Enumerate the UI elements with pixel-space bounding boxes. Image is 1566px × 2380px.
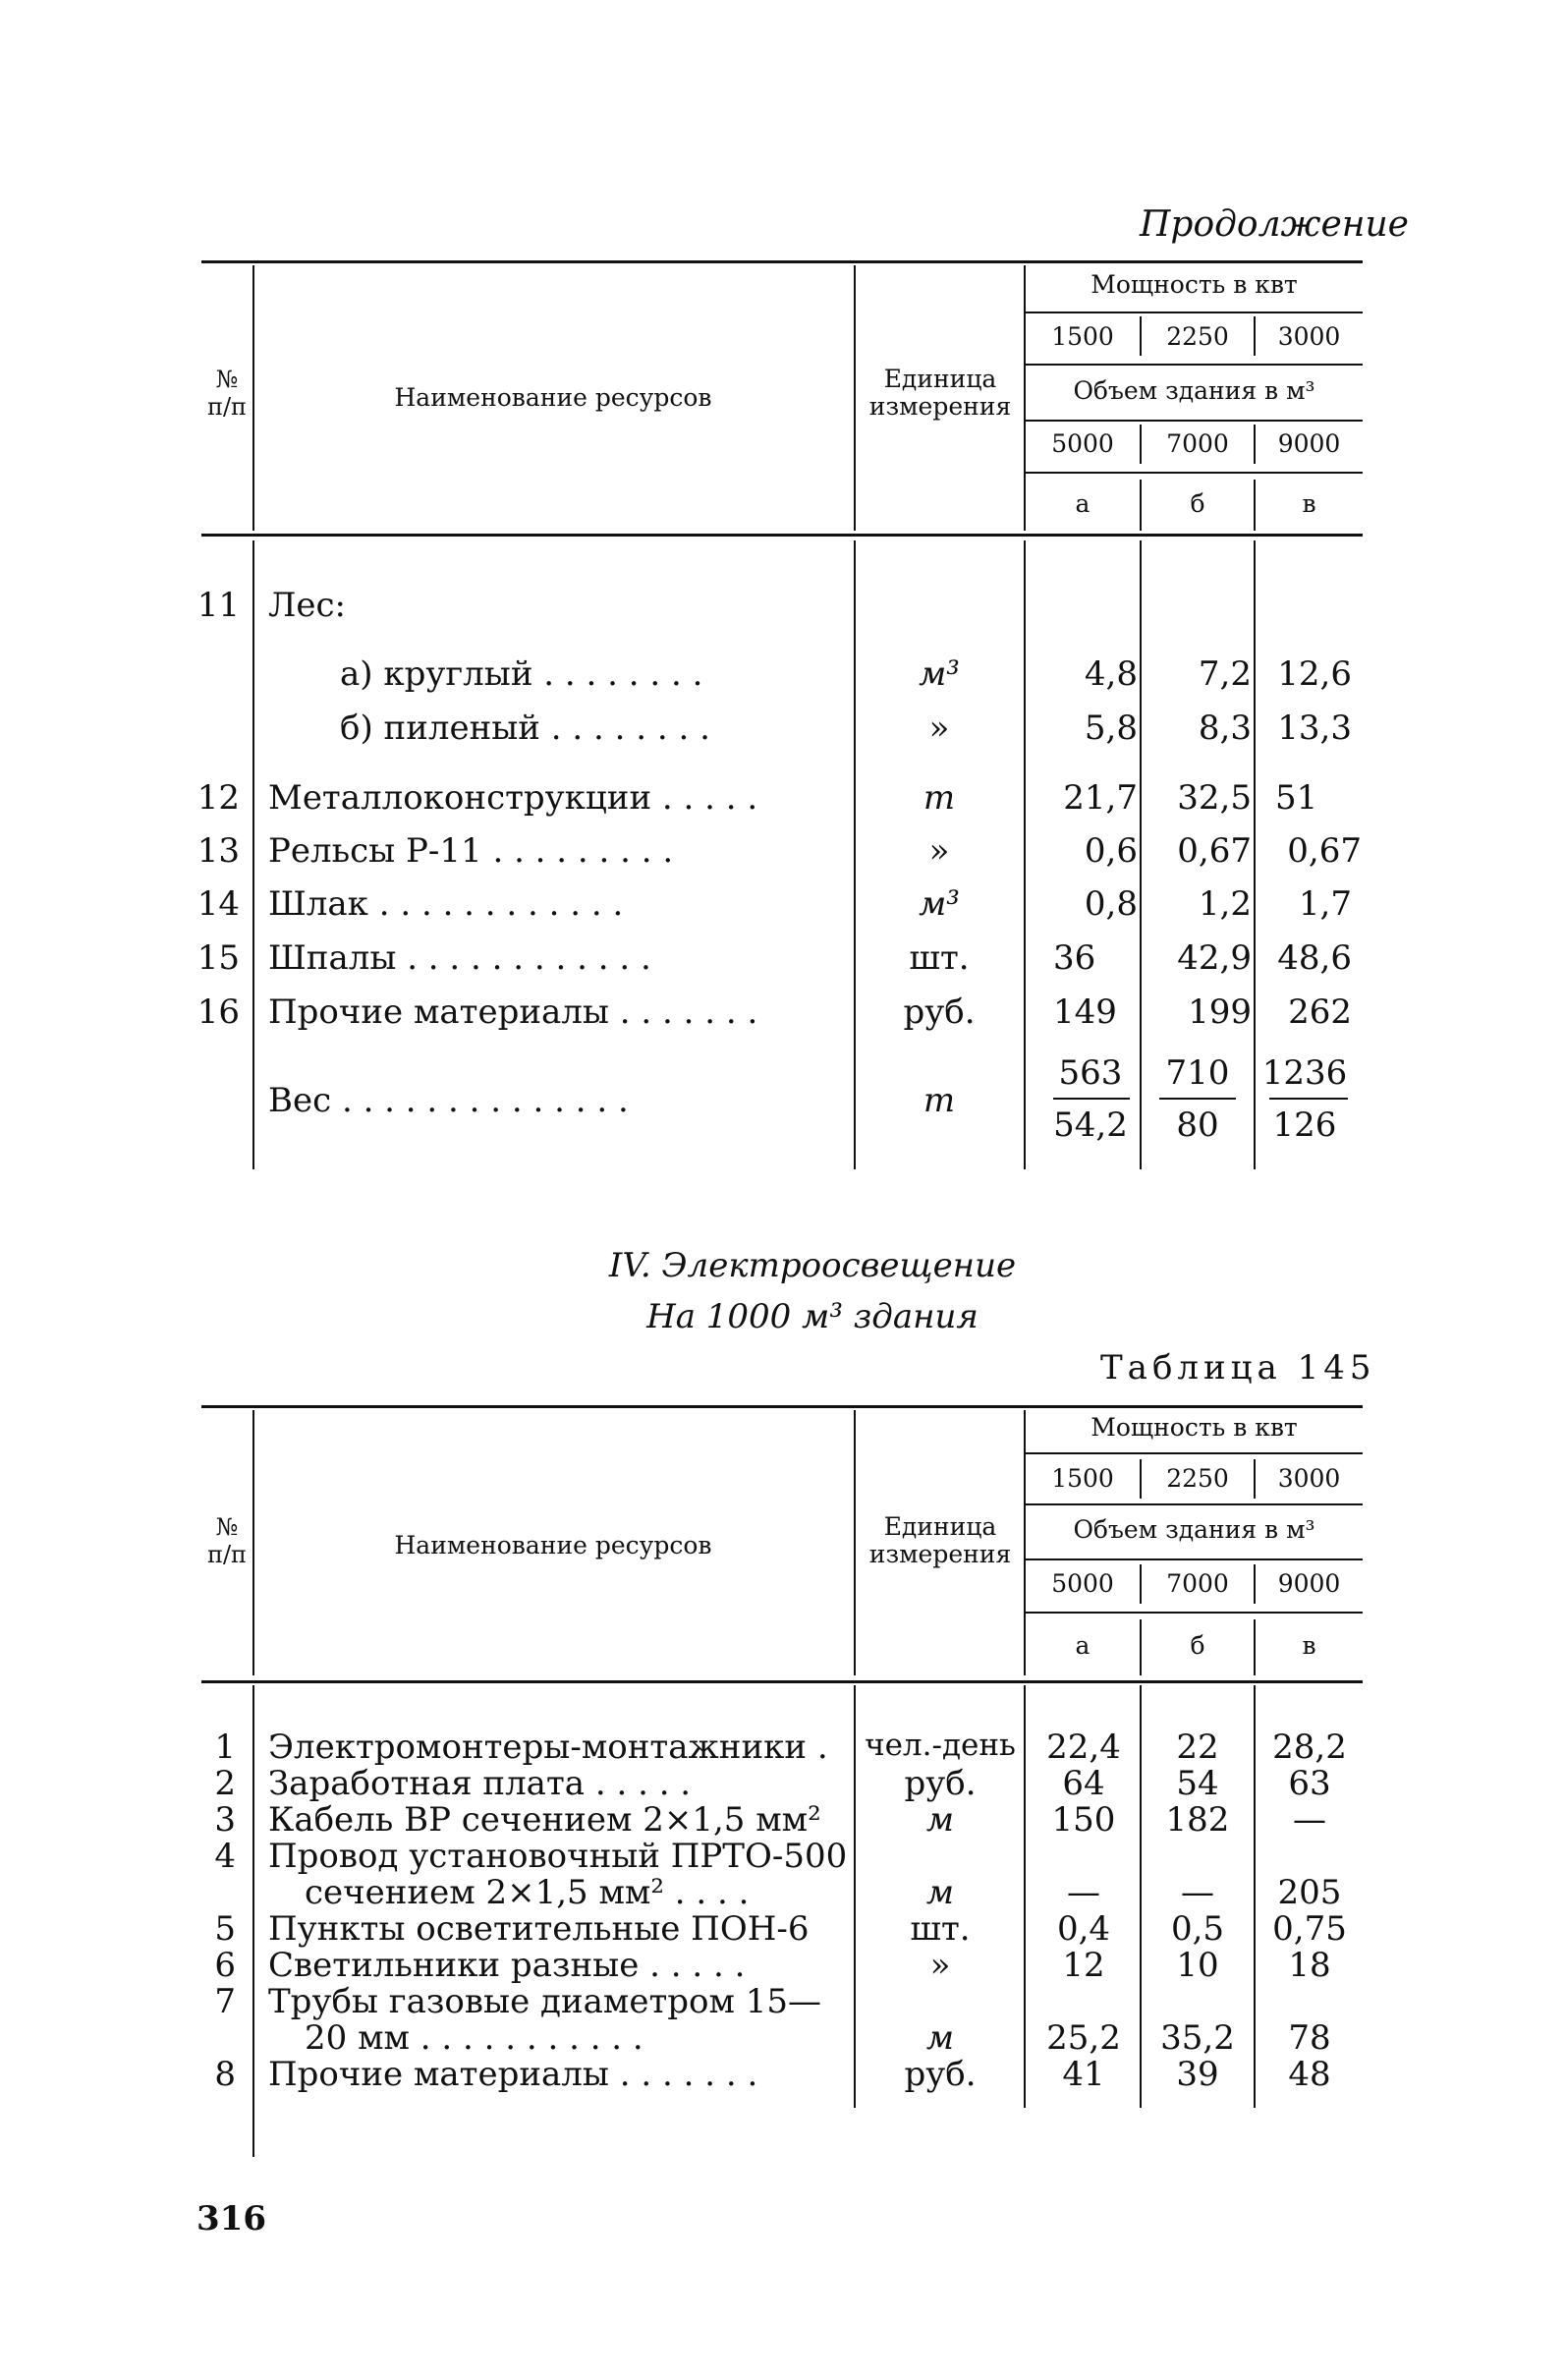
row-val-c: 48,6 [1277, 938, 1352, 978]
col-header-unit: Единица измерения [868, 365, 1012, 421]
row-val-b: 42,9 [1177, 938, 1252, 978]
col-header-v3: 9000 [1277, 1569, 1341, 1598]
table2-top-rule [201, 1405, 1363, 1408]
row-unit: руб. [903, 992, 976, 1032]
col-header-v1: 5000 [1051, 1569, 1114, 1598]
row-unit: м [925, 1873, 955, 1912]
weight-a-top: 563 [1058, 1053, 1123, 1093]
row-val-c: — [1293, 1800, 1326, 1840]
table2-body-vline [1140, 1685, 1142, 2108]
row-val-c: 51 [1275, 778, 1318, 818]
section-subtitle: На 1000 м³ здания [646, 1297, 979, 1336]
row-name: Прочие материалы . . . . . . . [268, 992, 758, 1032]
row-unit: » [928, 831, 950, 871]
row-val-b: 7,2 [1198, 654, 1252, 694]
col-header-c3: в [1302, 489, 1316, 518]
row-val-b: 35,2 [1160, 2018, 1235, 2058]
table2-header-vline [854, 1410, 856, 1675]
weight-c-top: 1236 [1261, 1053, 1348, 1093]
col-header-v3: 9000 [1277, 429, 1341, 458]
col-header-power: Мощность в квт [1091, 270, 1298, 299]
row-val-b: 182 [1165, 1800, 1230, 1840]
row-name: Трубы газовые диаметром 15— [268, 1982, 822, 2021]
row-name: Кабель ВР сечением 2×1,5 мм² [268, 1800, 821, 1840]
table2-header-bottom-rule [201, 1680, 1363, 1683]
row-val-c: 28,2 [1272, 1728, 1347, 1767]
col-header-num: № п/п [206, 366, 248, 421]
table1-body-vline [1140, 540, 1142, 1169]
table1-body-vline [854, 540, 856, 1169]
row-unit: шт. [910, 1909, 971, 1949]
row-name: Металлоконструкции . . . . . [268, 778, 758, 818]
table1-top-rule [201, 260, 1363, 263]
row-val-a: 150 [1051, 1800, 1116, 1840]
weight-label: Вес . . . . . . . . . . . . . . [268, 1081, 629, 1120]
col-header-c2: б [1190, 1631, 1205, 1660]
col-header-p1: 1500 [1051, 1464, 1114, 1493]
row-val-b: 1,2 [1198, 884, 1252, 924]
table1-header-hline [1024, 420, 1363, 422]
col-header-p2: 2250 [1166, 1464, 1229, 1493]
row-val-b: 39 [1176, 2055, 1219, 2094]
col-header-v1: 5000 [1051, 429, 1114, 458]
row-val-a: 36 [1053, 938, 1096, 978]
row-name: Прочие материалы . . . . . . . [268, 2055, 758, 2094]
table1-body-vline [252, 540, 254, 1169]
row-val-b: 199 [1188, 992, 1252, 1032]
table1-header-bottom-rule [201, 534, 1363, 537]
row-unit: чел.-день [865, 1728, 1016, 1763]
row-unit: м [925, 1800, 955, 1840]
row-val-a: 4,8 [1084, 654, 1138, 694]
row-num: 6 [214, 1946, 236, 1985]
col-header-v2: 7000 [1166, 429, 1229, 458]
row-val-b: 10 [1176, 1946, 1219, 1985]
row-name: Электромонтеры-монтажники . [268, 1728, 828, 1767]
row-val-a: 149 [1053, 992, 1117, 1032]
row-name: Пункты осветительные ПОН-6 [268, 1909, 810, 1949]
row-num: 16 [196, 992, 240, 1032]
row-unit: т [923, 778, 956, 818]
table1-header-hline [1024, 312, 1363, 313]
col-header-volume: Объем здания в м³ [1073, 1515, 1315, 1544]
row-num: 12 [196, 778, 240, 818]
fraction-bar [1053, 1098, 1130, 1100]
table2-header-vline [252, 1410, 254, 1675]
col-header-c3: в [1302, 1631, 1316, 1660]
row-val-c: 0,75 [1272, 1909, 1347, 1949]
row-unit: » [929, 1946, 951, 1985]
col-header-p3: 3000 [1277, 322, 1341, 351]
row-name: сечением 2×1,5 мм² . . . . [305, 1873, 750, 1912]
row-val-a: 21,7 [1063, 778, 1138, 818]
row-num: 2 [214, 1764, 236, 1803]
row-val-c: 63 [1288, 1764, 1331, 1803]
row-num: 1 [214, 1728, 236, 1767]
row-val-c: 262 [1288, 992, 1352, 1032]
weight-b-bot: 80 [1176, 1105, 1219, 1145]
row-val-c: 0,67 [1287, 831, 1362, 871]
row-val-b: 0,67 [1177, 831, 1252, 871]
weight-a-bot: 54,2 [1053, 1105, 1128, 1145]
row-num: 7 [214, 1982, 236, 2021]
row-val-c: 13,3 [1277, 708, 1352, 748]
col-header-name: Наименование ресурсов [394, 1531, 712, 1559]
table1-header-hline [1024, 364, 1363, 366]
row-val-c: 78 [1288, 2018, 1331, 2058]
row-name: Заработная плата . . . . . [268, 1764, 692, 1803]
continuation-label: Продолжение [1140, 204, 1409, 245]
row-name: б) пиленый . . . . . . . . [340, 708, 710, 748]
row-num: 14 [196, 884, 240, 924]
weight-b-top: 710 [1165, 1053, 1230, 1093]
row-val-a: 0,8 [1084, 884, 1138, 924]
fraction-bar [1159, 1098, 1236, 1100]
row-val-b: 32,5 [1177, 778, 1252, 818]
table2-header-hline [1024, 1503, 1363, 1505]
row-val-b: — [1181, 1873, 1214, 1912]
row-name: 20 мм . . . . . . . . . . . [305, 2018, 643, 2058]
col-header-num: № п/п [206, 1513, 248, 1568]
col-header-v2: 7000 [1166, 1569, 1229, 1598]
table2-body-vline [252, 1685, 254, 2157]
weight-unit: т [923, 1081, 956, 1120]
row-unit: м [925, 2018, 955, 2058]
row-val-c: 12,6 [1277, 654, 1352, 694]
page-number: 316 [196, 2199, 266, 2238]
table2-body-vline [1024, 1685, 1026, 2108]
table2-header-hline [1024, 1558, 1363, 1560]
row-val-b: 22 [1176, 1728, 1219, 1767]
row-unit: » [928, 708, 950, 748]
fraction-bar [1269, 1098, 1348, 1100]
row-num: 5 [214, 1909, 236, 1949]
row-val-a: 0,6 [1084, 831, 1138, 871]
row-name: Светильники разные . . . . . [268, 1946, 746, 1985]
col-header-power: Мощность в квт [1091, 1413, 1298, 1442]
table2-header-hline [1024, 1612, 1363, 1614]
row-val-c: 18 [1288, 1946, 1331, 1985]
row-val-c: 48 [1288, 2055, 1331, 2094]
row-val-b: 8,3 [1198, 708, 1252, 748]
col-header-name: Наименование ресурсов [394, 383, 712, 412]
row-val-c: 1,7 [1298, 884, 1352, 924]
row-val-b: 0,5 [1170, 1909, 1225, 1949]
row-name: Шлак . . . . . . . . . . . . [268, 884, 624, 924]
row-val-a: 12 [1062, 1946, 1105, 1985]
row-val-a: 0,4 [1056, 1909, 1111, 1949]
col-header-p3: 3000 [1277, 1464, 1341, 1493]
row-val-a: 5,8 [1084, 708, 1138, 748]
row-name: Рельсы Р-11 . . . . . . . . . [268, 831, 674, 871]
row-num: 8 [214, 2055, 236, 2094]
table1-header-hline [1024, 472, 1363, 474]
table1-header-vline [252, 265, 254, 531]
table-label: Таблица 145 [1100, 1348, 1376, 1388]
col-header-p1: 1500 [1051, 322, 1114, 351]
row-name: Провод установочный ПРТО-500 [268, 1837, 848, 1876]
table2-body-vline [854, 1685, 856, 2108]
row-val-a: — [1067, 1873, 1100, 1912]
row-num: 11 [196, 586, 240, 625]
row-num: 15 [196, 938, 240, 978]
row-val-b: 54 [1176, 1764, 1219, 1803]
col-header-c2: б [1190, 489, 1205, 518]
col-header-c1: а [1075, 1631, 1091, 1660]
row-val-a: 41 [1062, 2055, 1105, 2094]
table1-body-vline [1254, 540, 1256, 1169]
row-unit: руб. [904, 1764, 977, 1803]
section-title: IV. Электроосвещение [608, 1246, 1017, 1285]
row-name: Шпалы . . . . . . . . . . . . [268, 938, 651, 978]
row-num: 3 [214, 1800, 236, 1840]
row-num: 13 [196, 831, 240, 871]
table1-header-vline [854, 265, 856, 531]
row-name: Лес: [268, 586, 346, 625]
table2-body-vline [1254, 1685, 1256, 2108]
row-unit: м³ [919, 654, 960, 694]
col-header-volume: Объем здания в м³ [1073, 376, 1315, 405]
table1-body-vline [1024, 540, 1026, 1169]
row-val-a: 22,4 [1046, 1728, 1121, 1767]
row-val-c: 205 [1277, 1873, 1342, 1912]
col-header-p2: 2250 [1166, 322, 1229, 351]
row-unit: шт. [909, 938, 970, 978]
row-val-a: 64 [1062, 1764, 1105, 1803]
row-name: а) круглый . . . . . . . . [340, 654, 703, 694]
row-num: 4 [214, 1837, 236, 1876]
weight-c-bot: 126 [1272, 1105, 1337, 1145]
table2-header-hline [1024, 1452, 1363, 1454]
col-header-c1: а [1075, 489, 1091, 518]
row-unit: руб. [904, 2055, 977, 2094]
row-unit: м³ [919, 884, 960, 924]
col-header-unit: Единица измерения [868, 1512, 1012, 1568]
row-val-a: 25,2 [1046, 2018, 1121, 2058]
